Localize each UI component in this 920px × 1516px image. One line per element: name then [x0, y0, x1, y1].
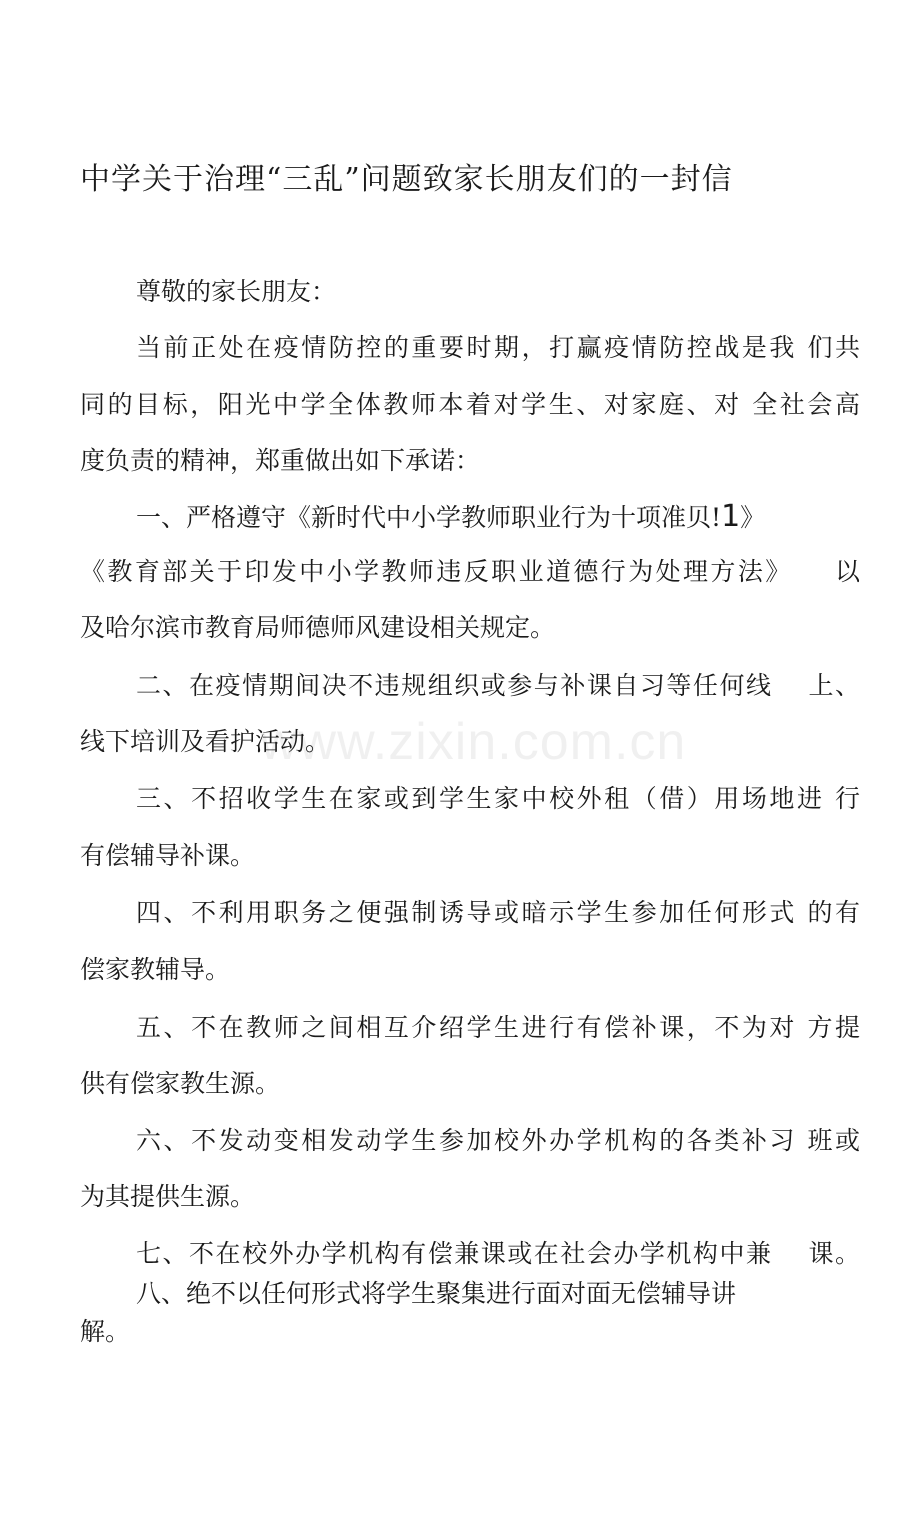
item-5-line-2: 供有偿家教生源。 — [80, 1069, 281, 1098]
item-1-text: 一、严格遵守《新时代中小学教师职业行为十项准贝! — [136, 503, 722, 532]
item-1-line-1 — [136, 497, 860, 538]
item-6-line-1: 六、不发动变相发动学生参加校外办学机构的各类补习 班或 — [136, 1126, 860, 1155]
item-2-line-2: 线下培训及看护活动。 — [80, 727, 331, 756]
item-3-line-2: 有偿辅导补课。 — [80, 841, 256, 870]
intro-line-2: 同的目标，阳光中学全体教师本着对学生、对家庭、对 全社会高 — [80, 390, 860, 419]
intro-line-3: 度负责的精神，郑重做出如下承诺： — [80, 446, 481, 475]
item-6-line-2: 为其提供生源。 — [80, 1182, 256, 1211]
item-3-line-1: 三、不招收学生在家或到学生家中校外租（借）用场地进 行 — [136, 784, 860, 813]
item-7: 七、不在校外办学机构有偿兼课或在社会办学机构中兼 课。 — [136, 1239, 860, 1268]
item-1-line-3: 及哈尔滨市教育局师德师风建设相关规定。 — [80, 613, 556, 642]
item-5-line-1: 五、不在教师之间相互介绍学生进行有偿补课，不为对 方提 — [136, 1013, 860, 1042]
watermark: www.zixin.com.cn — [260, 713, 687, 771]
item-8-line-1: 八、绝不以任何形式将学生聚集进行面对面无偿辅导讲 — [136, 1279, 737, 1308]
item-4-line-1: 四、不利用职务之便强制诱导或暗示学生参加任何形式 的有 — [136, 898, 860, 927]
item-2-line-1: 二、在疫情期间决不违规组织或参与补课自习等任何线 上、 — [136, 671, 860, 700]
document-title: 中学关于治理“三乱”问题致家长朋友们的一封信 — [80, 162, 733, 197]
item-1-number: 1 — [721, 499, 741, 534]
intro-line-1: 当前正处在疫情防控的重要时期，打赢疫情防控战是我 们共 — [136, 333, 860, 362]
item-1-line-2: 《教育部关于印发中小学教师违反职业道德行为处理方法》 以 — [80, 557, 860, 586]
item-4-line-2: 偿家教辅导。 — [80, 955, 231, 984]
item-1-close: 》 — [740, 503, 766, 532]
salutation: 尊敬的家长朋友： — [136, 277, 337, 306]
item-8-line-2: 解。 — [80, 1317, 131, 1346]
